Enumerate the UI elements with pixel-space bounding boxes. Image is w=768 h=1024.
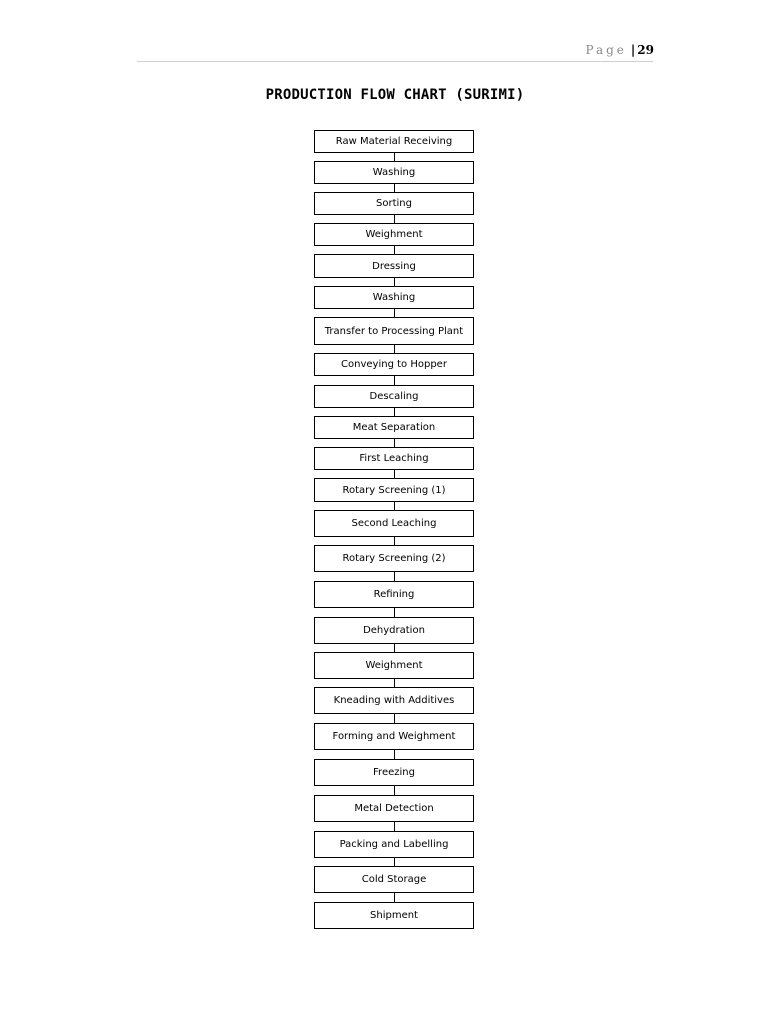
flow-step-box: Raw Material Receiving [314, 130, 474, 153]
flow-connector [394, 376, 395, 385]
flow-step-box: Conveying to Hopper [314, 353, 474, 376]
flow-connector [394, 278, 395, 286]
page-title: PRODUCTION FLOW CHART (SURIMI) [265, 87, 525, 103]
flow-connector [394, 502, 395, 510]
page-number: 29 [637, 43, 654, 57]
flow-connector [394, 572, 395, 581]
flow-connector [394, 439, 395, 447]
flow-connector [394, 309, 395, 317]
flow-connector [394, 153, 395, 161]
flow-connector [394, 246, 395, 254]
flow-connector [394, 644, 395, 652]
flow-connector [394, 215, 395, 223]
flow-step-box: Dressing [314, 254, 474, 278]
flow-step-box: Transfer to Processing Plant [314, 317, 474, 345]
flow-connector [394, 893, 395, 902]
flow-connector [394, 786, 395, 795]
flow-step-box: Weighment [314, 223, 474, 246]
flow-step-box: Forming and Weighment [314, 723, 474, 750]
flow-step-box: Second Leaching [314, 510, 474, 537]
flow-step-box: Rotary Screening (1) [314, 478, 474, 502]
flow-step-box: Dehydration [314, 617, 474, 644]
flow-step-box: Meat Separation [314, 416, 474, 439]
flow-step-box: First Leaching [314, 447, 474, 470]
page-separator: | [630, 43, 636, 57]
flow-step-box: Kneading with Additives [314, 687, 474, 714]
flow-step-box: Shipment [314, 902, 474, 929]
flow-connector [394, 679, 395, 687]
flow-step-box: Cold Storage [314, 866, 474, 893]
flow-connector [394, 822, 395, 831]
flow-step-box: Refining [314, 581, 474, 608]
flow-connector [394, 345, 395, 353]
flow-connector [394, 608, 395, 617]
flow-step-box: Washing [314, 161, 474, 184]
flow-connector [394, 537, 395, 545]
flow-connector [394, 184, 395, 192]
flow-step-box: Rotary Screening (2) [314, 545, 474, 572]
flow-step-box: Weighment [314, 652, 474, 679]
flow-connector [394, 750, 395, 759]
flow-step-box: Washing [314, 286, 474, 309]
flow-connector [394, 470, 395, 478]
flow-step-box: Packing and Labelling [314, 831, 474, 858]
flow-step-box: Metal Detection [314, 795, 474, 822]
flow-step-box: Sorting [314, 192, 474, 215]
flow-step-box: Descaling [314, 385, 474, 408]
flow-step-box: Freezing [314, 759, 474, 786]
page-label: Page [585, 43, 627, 57]
flow-connector [394, 714, 395, 723]
flow-connector [394, 858, 395, 866]
flow-connector [394, 408, 395, 416]
